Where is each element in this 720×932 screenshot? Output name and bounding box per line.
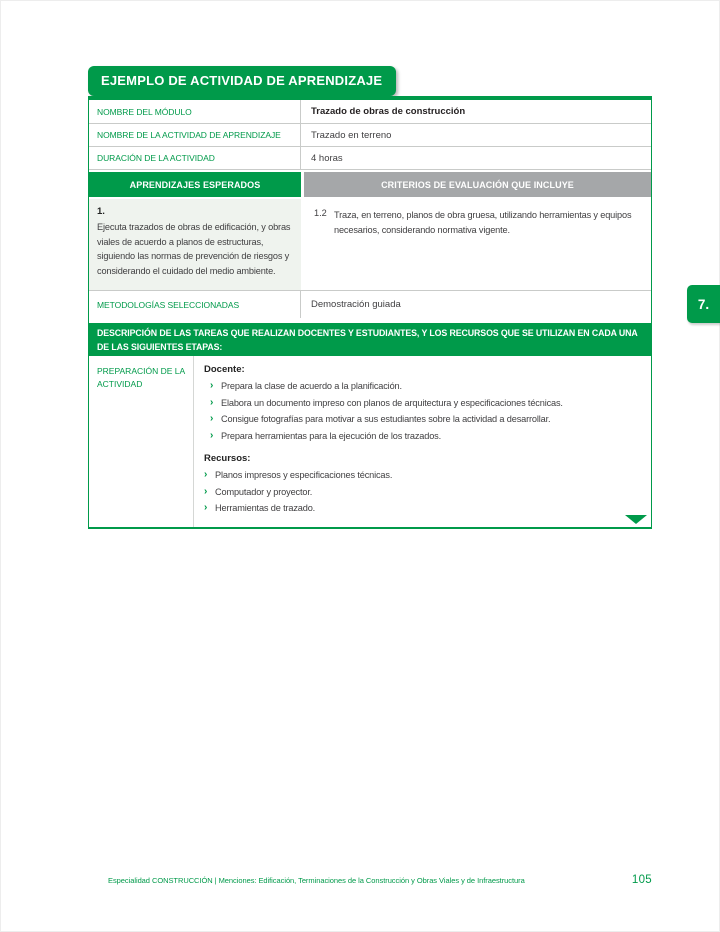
list-item (204, 467, 641, 484)
chevron-bullet-icon: › (210, 429, 214, 441)
description-banner: DESCRIPCIÓN DE LAS TAREAS QUE REALIZAN DOCENTES Y ESTUDIANTES, Y LOS RECURSOS QUE SE UTILIZAN EN CADA UNA DE LAS SIGUIENTES ETAPAS: (89, 323, 651, 356)
preparation-content (194, 356, 651, 527)
teacher-heading: Docente: (204, 364, 245, 375)
chevron-bullet-icon: › (210, 396, 214, 408)
chevron-bullet-icon: › (210, 413, 214, 424)
list-item-text: Elabora un documento impreso con planos de arquitectura y especificaciones técnicas. (221, 397, 563, 408)
resources-heading: Recursos: (204, 453, 251, 464)
activity-name-value: Trazado en terreno (311, 129, 392, 141)
expected-learning-number: 1. (97, 206, 105, 217)
list-item (210, 411, 641, 428)
duration-label: DURACIÓN DE LA ACTIVIDAD (89, 147, 301, 169)
expected-learning-text: Ejecuta trazados de obras de edificación, y obras viales de acuerdo a planos de estructuras, siguiendo las normas de prevención de riesgos y considerando el cuidado del medio ambiente. (97, 222, 291, 277)
chevron-bullet-icon: › (210, 380, 214, 391)
list-item-text: Planos impresos y especificaciones técnicas. (215, 470, 393, 480)
page-footer (108, 874, 652, 886)
list-item-text: Prepara la clase de acuerdo a la planificación. (221, 381, 402, 391)
activity-table (88, 96, 652, 529)
table-row-module-name (89, 100, 651, 124)
chevron-bullet-icon: › (204, 469, 208, 480)
list-item (210, 378, 641, 395)
teacher-tasks-group (204, 364, 641, 444)
table-row-activity-name (89, 124, 651, 147)
activity-name-label: NOMBRE DE LA ACTIVIDAD DE APRENDIZAJE (89, 124, 301, 146)
list-item-text: Computador y proyector. (215, 486, 313, 497)
chevron-bullet-icon: › (204, 502, 208, 513)
chevron-bullet-icon: › (204, 485, 208, 497)
resources-group (204, 453, 641, 517)
page-number: 105 (631, 874, 652, 886)
list-item-text: Herramientas de trazado. (215, 503, 316, 513)
list-item (210, 395, 641, 412)
footer-specialty-text: Especialidad CONSTRUCCIÓN | Menciones: Edificación, Terminaciones de la Construcción y Obras Viales y de Infraestructura (108, 875, 525, 885)
expected-learning-header: APRENDIZAJES ESPERADOS (89, 172, 301, 197)
methodology-label: METODOLOGÍAS SELECCIONADAS (89, 291, 301, 318)
learning-criteria-row (89, 199, 651, 291)
table-header-row (89, 170, 651, 199)
module-name-value: Trazado de obras de construcción (311, 106, 466, 117)
preparation-label: PREPARACIÓN DE LA ACTIVIDAD (89, 356, 194, 527)
duration-value: 4 horas (311, 152, 343, 164)
criteria-number: 1.2 (314, 208, 327, 218)
list-item-text: Prepara herramientas para la ejecución de los trazados. (221, 430, 442, 441)
methodology-value: Demostración guiada (311, 299, 401, 310)
evaluation-criteria-cell (304, 199, 651, 290)
table-row-duration (89, 147, 651, 170)
list-item (204, 484, 641, 501)
list-item (204, 500, 641, 517)
criteria-text: Traza, en terreno, planos de obra gruesa, utilizando herramientas y equipos necesarios, considerando normativa vigente. (334, 210, 632, 235)
preparation-row (89, 356, 651, 527)
list-item-text: Consigue fotografías para motivar a sus estudiantes sobre la actividad a desarrollar. (221, 414, 551, 424)
module-name-label: NOMBRE DEL MÓDULO (89, 100, 301, 123)
table-row-methodology (89, 291, 651, 318)
page-title: EJEMPLO DE ACTIVIDAD DE APRENDIZAJE (88, 66, 396, 96)
list-item (210, 428, 641, 445)
evaluation-criteria-header: CRITERIOS DE EVALUACIÓN QUE INCLUYE (304, 172, 651, 197)
expand-more-icon (625, 515, 647, 524)
expected-learning-cell (89, 199, 301, 290)
section-number-tab: 7. (687, 285, 720, 323)
